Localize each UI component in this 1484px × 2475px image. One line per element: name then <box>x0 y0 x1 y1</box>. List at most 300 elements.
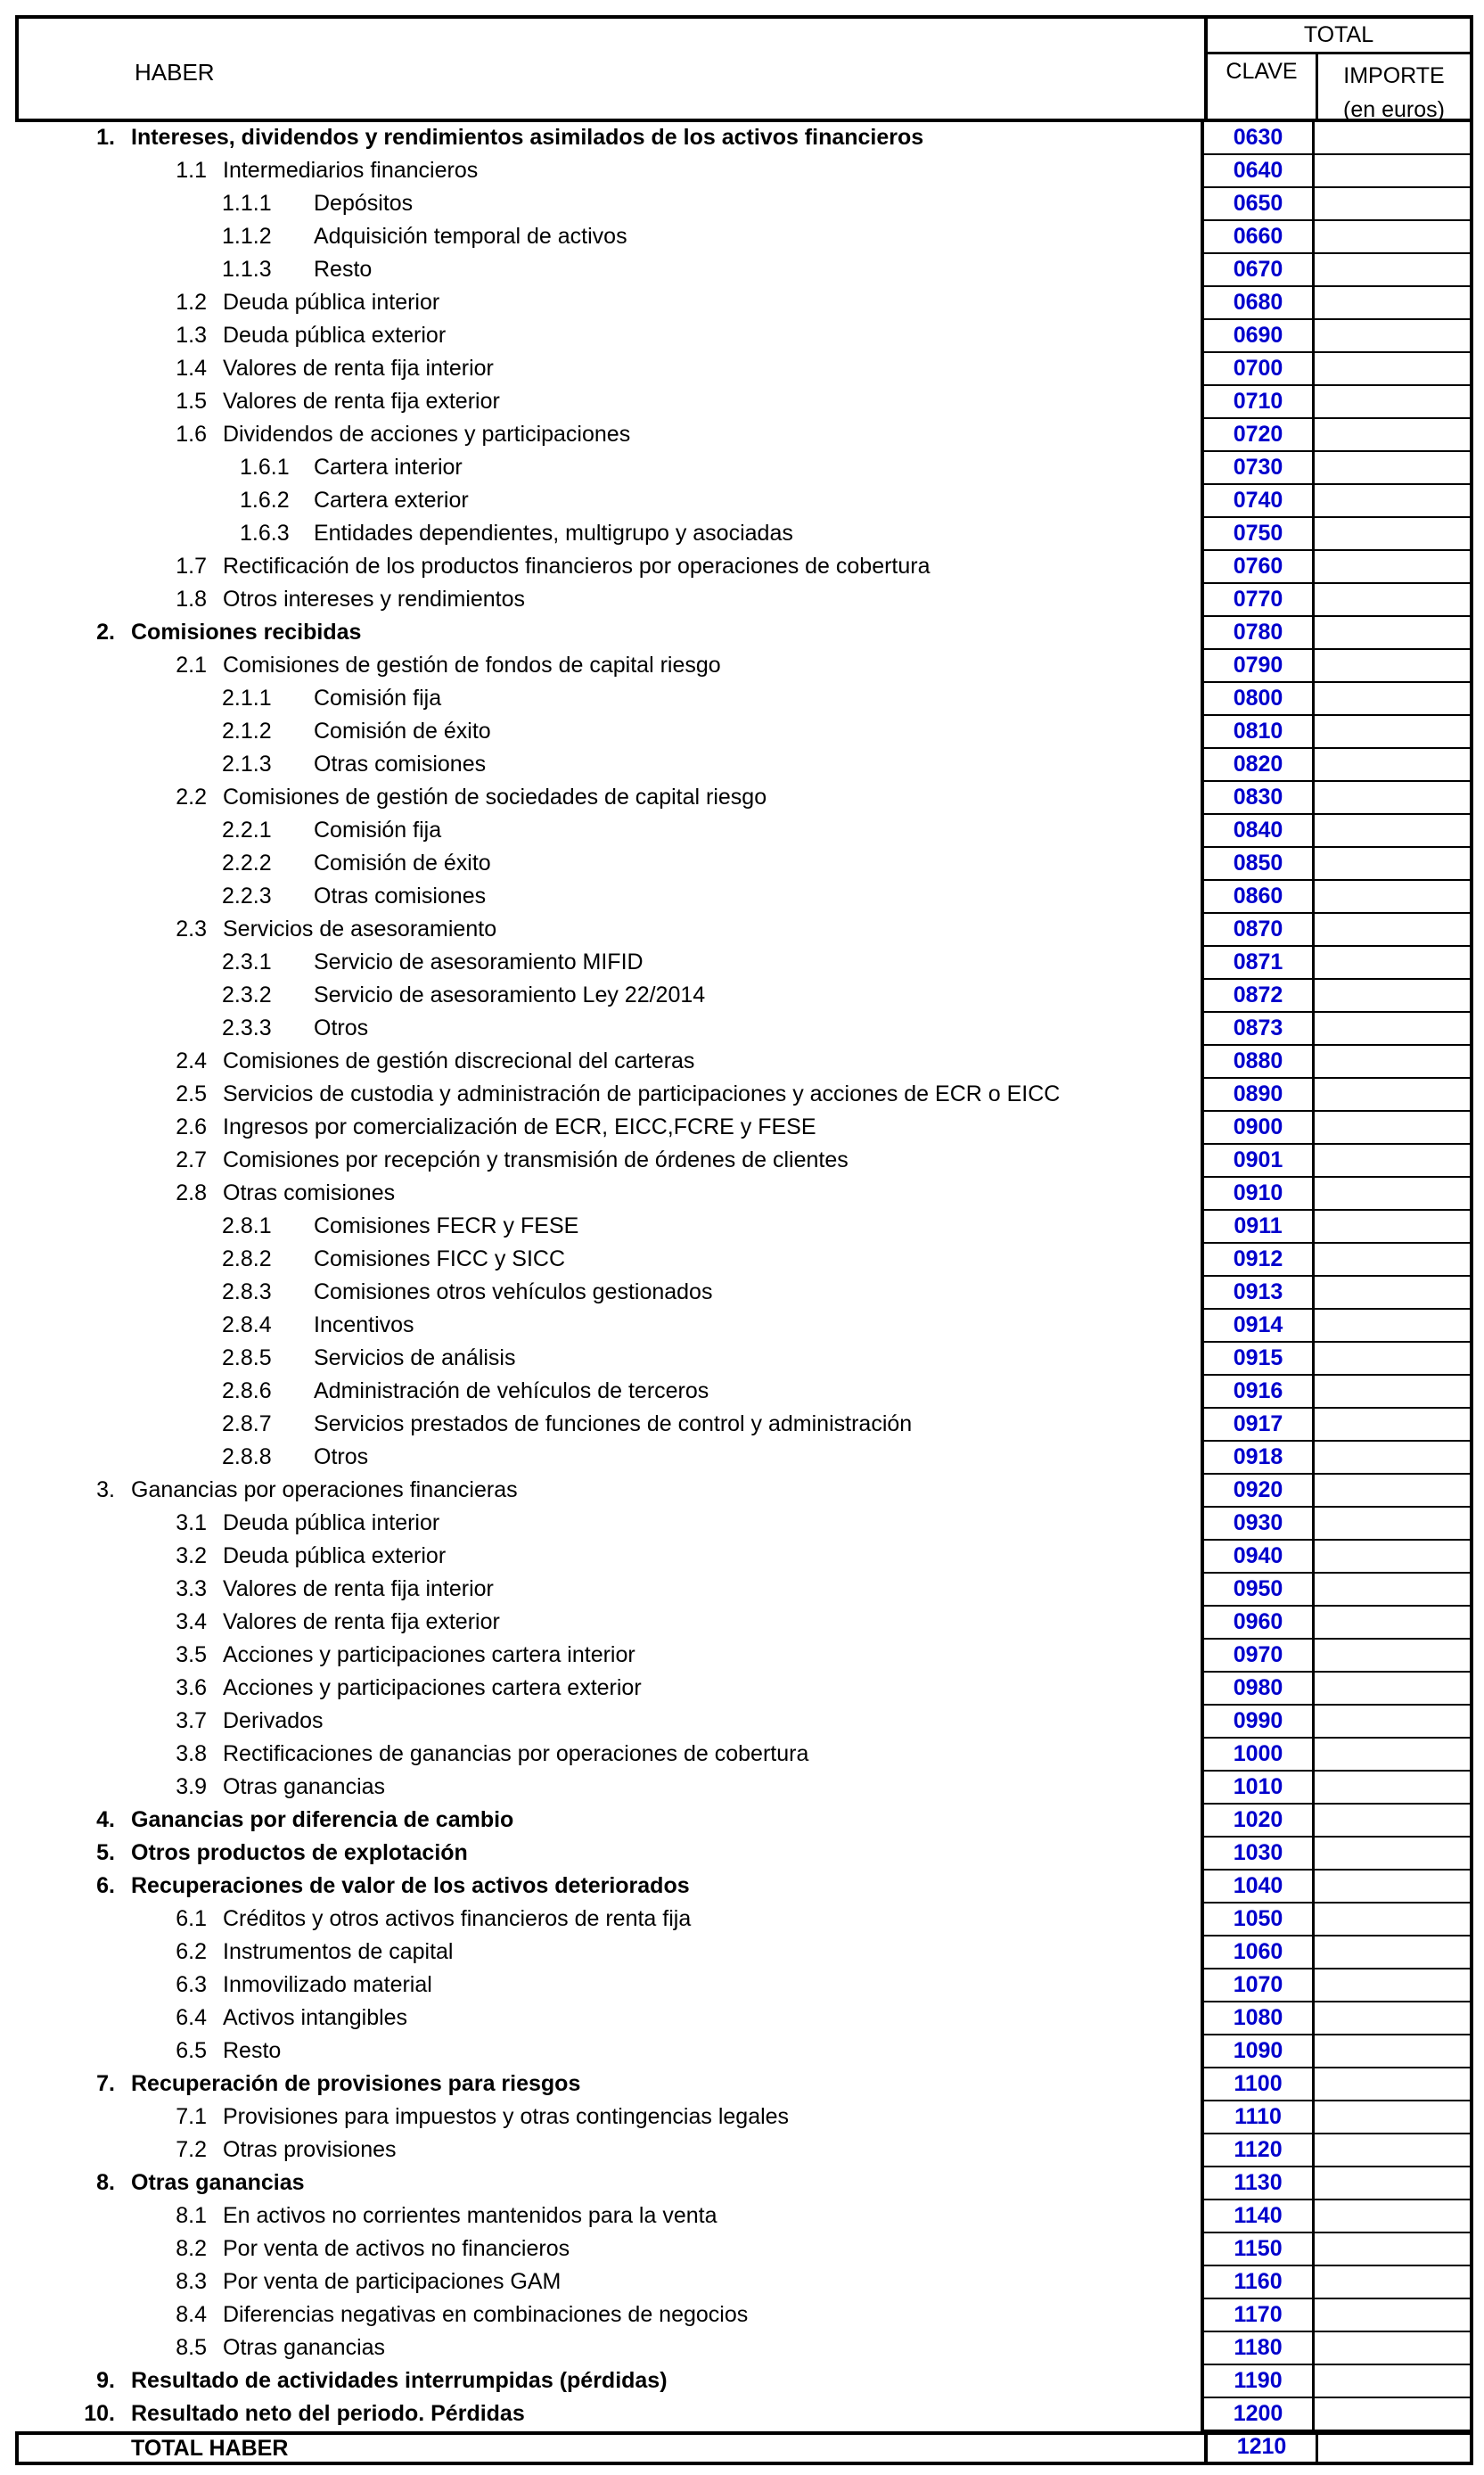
clave-code: 1090 <box>1201 2035 1312 2068</box>
clave-code: 0810 <box>1201 716 1312 749</box>
table-row <box>15 1673 1473 1706</box>
importe-input-cell[interactable] <box>1312 2167 1473 2200</box>
row-label: Incentivos <box>314 1312 414 1337</box>
row-label: Comisión de éxito <box>314 719 491 744</box>
clave-code: 0830 <box>1201 782 1312 815</box>
row-number: 2.1.1 <box>222 686 272 711</box>
importe-input-cell[interactable] <box>1312 2233 1473 2266</box>
importe-input-cell[interactable] <box>1312 2200 1473 2233</box>
clave-code: 0750 <box>1201 518 1312 551</box>
row-label: Intermediarios financieros <box>223 158 479 183</box>
importe-input-cell[interactable] <box>1312 1541 1473 1574</box>
table-row <box>15 2200 1473 2233</box>
importe-input-cell[interactable] <box>1312 584 1473 617</box>
table-row <box>15 2068 1473 2101</box>
total-label: TOTAL HABER <box>131 2436 289 2461</box>
importe-input-cell[interactable] <box>1312 320 1473 353</box>
header-haber-label: HABER <box>135 59 215 86</box>
table-row <box>15 2266 1473 2299</box>
row-number: 2.3.1 <box>222 950 272 974</box>
clave-code: 0915 <box>1201 1343 1312 1376</box>
row-number: 6.2 <box>176 1939 207 1964</box>
table-row <box>15 1376 1473 1409</box>
importe-input-cell[interactable] <box>1312 815 1473 848</box>
row-label: Resto <box>223 2038 282 2063</box>
table-row <box>15 2365 1473 2398</box>
row-label: Servicio de asesoramiento MIFID <box>314 950 644 974</box>
clave-code: 0630 <box>1201 122 1312 155</box>
clave-code: 0890 <box>1201 1079 1312 1112</box>
clave-code: 1200 <box>1201 2398 1312 2431</box>
importe-input-cell[interactable] <box>1312 2398 1473 2431</box>
importe-input-cell[interactable] <box>1312 551 1473 584</box>
row-label: Cartera interior <box>314 455 463 480</box>
importe-input-cell[interactable] <box>1312 716 1473 749</box>
table-row <box>15 617 1473 650</box>
row-label: Provisiones para impuestos y otras contingencias legales <box>223 2104 790 2129</box>
row-label: Otros <box>314 1015 369 1040</box>
importe-input-cell[interactable] <box>1312 881 1473 914</box>
importe-input-cell[interactable] <box>1312 650 1473 683</box>
importe-input-cell[interactable] <box>1312 1442 1473 1475</box>
importe-input-cell[interactable] <box>1312 980 1473 1013</box>
clave-code: 1180 <box>1201 2332 1312 2365</box>
row-number: 3.9 <box>176 1774 207 1799</box>
row-number: 1.4 <box>176 356 207 381</box>
clave-code: 1010 <box>1201 1772 1312 1805</box>
table-row <box>15 2035 1473 2068</box>
row-label: Ingresos por comercialización de ECR, EICC,FCRE y FESE <box>223 1114 816 1139</box>
importe-input-cell[interactable] <box>1312 749 1473 782</box>
table-row <box>15 551 1473 584</box>
row-number: 3.1 <box>176 1510 207 1535</box>
importe-input-cell[interactable] <box>1312 2299 1473 2332</box>
importe-input-cell[interactable] <box>1312 287 1473 320</box>
importe-input-cell[interactable] <box>1312 2101 1473 2134</box>
row-number: 2.2 <box>176 785 207 810</box>
clave-code: 0770 <box>1201 584 1312 617</box>
importe-input-cell[interactable] <box>1312 1046 1473 1079</box>
row-number: 2.8.7 <box>222 1411 272 1436</box>
table-row <box>15 188 1473 221</box>
table-row <box>15 1211 1473 1244</box>
row-number: 3. <box>96 1477 115 1502</box>
clave-code: 1000 <box>1201 1739 1312 1772</box>
row-number: 1.3 <box>176 323 207 348</box>
clave-code: 0690 <box>1201 320 1312 353</box>
importe-input-cell[interactable] <box>1312 1772 1473 1805</box>
table-row <box>15 2134 1473 2167</box>
importe-input-cell[interactable] <box>1312 1739 1473 1772</box>
clave-code: 0710 <box>1201 386 1312 419</box>
table-row <box>15 914 1473 947</box>
row-label: Otros <box>314 1444 369 1469</box>
table-row <box>15 1475 1473 1508</box>
clave-code: 1030 <box>1201 1838 1312 1871</box>
importe-input-cell[interactable] <box>1312 1244 1473 1277</box>
clave-code: 0660 <box>1201 221 1312 254</box>
row-label: Otras ganancias <box>223 2335 386 2360</box>
clave-code: 0650 <box>1201 188 1312 221</box>
clave-code: 0911 <box>1201 1211 1312 1244</box>
importe-input-cell[interactable] <box>1312 1112 1473 1145</box>
row-label: Por venta de participaciones GAM <box>223 2269 562 2294</box>
importe-input-cell[interactable] <box>1312 1079 1473 1112</box>
importe-input-cell[interactable] <box>1312 2068 1473 2101</box>
header-divider <box>1204 52 1470 54</box>
row-number: 2.8 <box>176 1180 207 1205</box>
importe-input-cell[interactable] <box>1312 188 1473 221</box>
row-label: Activos intangibles <box>223 2005 408 2030</box>
row-number: 2. <box>96 620 115 645</box>
row-label: Instrumentos de capital <box>223 1939 454 1964</box>
importe-input-cell[interactable] <box>1312 419 1473 452</box>
table-row <box>15 1409 1473 1442</box>
importe-input-cell[interactable] <box>1312 2002 1473 2035</box>
row-label: Deuda pública interior <box>223 1510 440 1535</box>
row-label: Resto <box>314 257 373 282</box>
clave-code: 0860 <box>1201 881 1312 914</box>
row-number: 10. <box>84 2401 115 2426</box>
row-number: 1.8 <box>176 587 207 612</box>
row-number: 2.8.1 <box>222 1213 272 1238</box>
row-number: 2.2.3 <box>222 884 272 909</box>
row-number: 2.8.5 <box>222 1345 272 1370</box>
importe-input-cell[interactable] <box>1312 1936 1473 1969</box>
row-number: 2.8.2 <box>222 1246 272 1271</box>
importe-input-cell[interactable] <box>1312 1574 1473 1607</box>
clave-code: 0820 <box>1201 749 1312 782</box>
table-row <box>15 1442 1473 1475</box>
header-total-label: TOTAL <box>1303 22 1374 47</box>
row-label: Comisión de éxito <box>314 851 491 876</box>
row-label: Depósitos <box>314 191 414 216</box>
importe-input-cell[interactable] <box>1312 1343 1473 1376</box>
importe-input-cell[interactable] <box>1312 1673 1473 1706</box>
row-label: Comisión fija <box>314 818 442 843</box>
table-row <box>15 782 1473 815</box>
importe-input-cell[interactable] <box>1312 221 1473 254</box>
importe-input-cell[interactable] <box>1312 1871 1473 1904</box>
importe-input-cell[interactable] <box>1312 1211 1473 1244</box>
importe-input-cell[interactable] <box>1312 1178 1473 1211</box>
row-label: Comisiones de gestión discrecional del carteras <box>223 1048 695 1073</box>
table-row <box>15 1936 1473 1969</box>
total-clave-code: 1210 <box>1204 2431 1316 2465</box>
table-row <box>15 287 1473 320</box>
table-row <box>15 1739 1473 1772</box>
clave-code: 0910 <box>1201 1178 1312 1211</box>
importe-label-line1: IMPORTE <box>1343 63 1445 88</box>
table-row <box>15 452 1473 485</box>
clave-code: 0840 <box>1201 815 1312 848</box>
row-number: 2.8.8 <box>222 1444 272 1469</box>
table-row <box>15 1871 1473 1904</box>
clave-code: 0920 <box>1201 1475 1312 1508</box>
table-row <box>15 2167 1473 2200</box>
clave-code: 0730 <box>1201 452 1312 485</box>
row-number: 6.5 <box>176 2038 207 2063</box>
row-label: Comisión fija <box>314 686 442 711</box>
row-label: Créditos y otros activos financieros de renta fija <box>223 1906 692 1931</box>
row-label: Servicio de asesoramiento Ley 22/2014 <box>314 983 706 1007</box>
table-row <box>15 1607 1473 1640</box>
importe-input-cell[interactable] <box>1312 2134 1473 2167</box>
table-body <box>15 122 1473 2465</box>
clave-code: 1100 <box>1201 2068 1312 2101</box>
clave-code: 1150 <box>1201 2233 1312 2266</box>
importe-input-cell[interactable] <box>1312 848 1473 881</box>
clave-code: 0873 <box>1201 1013 1312 1046</box>
row-label: Comisiones por recepción y transmisión de órdenes de clientes <box>223 1147 849 1172</box>
row-number: 1.7 <box>176 554 207 579</box>
clave-code: 0800 <box>1201 683 1312 716</box>
importe-input-cell[interactable] <box>1312 683 1473 716</box>
importe-input-cell[interactable] <box>1312 1838 1473 1871</box>
table-row <box>15 320 1473 353</box>
clave-code: 0950 <box>1201 1574 1312 1607</box>
table-row <box>15 749 1473 782</box>
table-row <box>15 947 1473 980</box>
row-label: Intereses, dividendos y rendimientos asimilados de los activos financieros <box>131 125 924 150</box>
row-number: 7.1 <box>176 2104 207 2129</box>
clave-code: 1080 <box>1201 2002 1312 2035</box>
row-label: Comisiones de gestión de fondos de capital riesgo <box>223 653 721 678</box>
row-label: Deuda pública exterior <box>223 323 447 348</box>
table-header <box>15 15 1473 122</box>
clave-code: 0720 <box>1201 419 1312 452</box>
importe-input-cell[interactable] <box>1312 1376 1473 1409</box>
clave-code: 0700 <box>1201 353 1312 386</box>
importe-input-cell[interactable] <box>1312 782 1473 815</box>
table-row <box>15 1046 1473 1079</box>
table-row <box>15 2233 1473 2266</box>
row-label: En activos no corrientes mantenidos para la venta <box>223 2203 717 2228</box>
row-number: 1.2 <box>176 290 207 315</box>
row-label: Valores de renta fija exterior <box>223 1609 500 1634</box>
row-label: Rectificación de los productos financieros por operaciones de cobertura <box>223 554 931 579</box>
importe-input-cell[interactable] <box>1312 1277 1473 1310</box>
clave-code: 0930 <box>1201 1508 1312 1541</box>
row-label: Comisiones recibidas <box>131 620 362 645</box>
row-label: Valores de renta fija interior <box>223 356 494 381</box>
row-number: 2.2.1 <box>222 818 272 843</box>
clave-code: 1190 <box>1201 2365 1312 2398</box>
table-row <box>15 386 1473 419</box>
row-label: Cartera exterior <box>314 488 469 513</box>
importe-input-cell[interactable] <box>1312 452 1473 485</box>
importe-input-cell[interactable] <box>1312 1475 1473 1508</box>
row-label: Comisiones FECR y FESE <box>314 1213 579 1238</box>
row-number: 6. <box>96 1873 115 1898</box>
row-label: Diferencias negativas en combinaciones de negocios <box>223 2302 749 2327</box>
row-number: 1.1 <box>176 158 207 183</box>
row-number: 1.1.2 <box>222 224 272 249</box>
table-row <box>15 518 1473 551</box>
clave-code: 0870 <box>1201 914 1312 947</box>
importe-input-cell[interactable] <box>1312 254 1473 287</box>
table-row <box>15 2002 1473 2035</box>
importe-input-cell[interactable] <box>1312 1310 1473 1343</box>
table-row <box>15 1277 1473 1310</box>
row-number: 2.3.3 <box>222 1015 272 1040</box>
total-row <box>15 2431 1473 2465</box>
clave-code: 0940 <box>1201 1541 1312 1574</box>
table-row <box>15 1244 1473 1277</box>
clave-code: 1110 <box>1201 2101 1312 2134</box>
table-row <box>15 1112 1473 1145</box>
clave-code: 0850 <box>1201 848 1312 881</box>
importe-input-cell[interactable] <box>1312 353 1473 386</box>
importe-input-cell[interactable] <box>1312 122 1473 155</box>
haber-form <box>15 15 1473 2465</box>
importe-input-cell[interactable] <box>1312 1805 1473 1838</box>
table-row <box>15 1178 1473 1211</box>
table-row <box>15 2398 1473 2431</box>
row-label: Recuperación de provisiones para riesgos <box>131 2071 581 2096</box>
row-label: Acciones y participaciones cartera exterior <box>223 1675 642 1700</box>
importe-input-cell[interactable] <box>1312 1409 1473 1442</box>
clave-code: 1170 <box>1201 2299 1312 2332</box>
clave-code: 1020 <box>1201 1805 1312 1838</box>
row-number: 7. <box>96 2071 115 2096</box>
table-row <box>15 1838 1473 1871</box>
row-label: Por venta de activos no financieros <box>223 2236 570 2261</box>
importe-input-cell[interactable] <box>1312 1607 1473 1640</box>
clave-code: 1140 <box>1201 2200 1312 2233</box>
row-label: Servicios prestados de funciones de control y administración <box>314 1411 913 1436</box>
importe-input-cell[interactable] <box>1312 1145 1473 1178</box>
row-number: 2.6 <box>176 1114 207 1139</box>
row-label: Deuda pública exterior <box>223 1543 447 1568</box>
row-number: 5. <box>96 1840 115 1865</box>
importe-label-line2: (en euros) <box>1343 97 1445 122</box>
clave-code: 0680 <box>1201 287 1312 320</box>
row-label: Servicios de asesoramiento <box>223 917 497 941</box>
clave-code: 0901 <box>1201 1145 1312 1178</box>
header-importe-label <box>1318 59 1470 127</box>
clave-code: 0914 <box>1201 1310 1312 1343</box>
importe-input-cell[interactable] <box>1312 1508 1473 1541</box>
row-number: 3.5 <box>176 1642 207 1667</box>
clave-code: 0790 <box>1201 650 1312 683</box>
row-label: Otros productos de explotación <box>131 1840 468 1865</box>
table-row <box>15 1969 1473 2002</box>
importe-input-cell[interactable] <box>1312 2365 1473 2398</box>
row-label: Otras provisiones <box>223 2137 397 2162</box>
row-number: 1.6 <box>176 422 207 447</box>
importe-input-cell[interactable] <box>1312 2332 1473 2365</box>
clave-code: 0670 <box>1201 254 1312 287</box>
row-label: Servicios de custodia y administración de participaciones y acciones de ECR o EICC <box>223 1081 1061 1106</box>
row-number: 8.4 <box>176 2302 207 2327</box>
row-label: Otras comisiones <box>223 1180 396 1205</box>
row-label: Derivados <box>223 1708 324 1733</box>
importe-input-cell[interactable] <box>1312 2035 1473 2068</box>
row-number: 2.7 <box>176 1147 207 1172</box>
table-row <box>15 815 1473 848</box>
clave-code: 0640 <box>1201 155 1312 188</box>
table-row <box>15 155 1473 188</box>
importe-input-cell[interactable] <box>1312 1706 1473 1739</box>
importe-input-cell[interactable] <box>1312 386 1473 419</box>
table-row <box>15 1508 1473 1541</box>
row-number: 1.6.2 <box>240 488 290 513</box>
row-number: 3.3 <box>176 1576 207 1601</box>
row-label: Otras ganancias <box>223 1774 386 1799</box>
row-number: 8. <box>96 2170 115 2195</box>
importe-input-cell[interactable] <box>1312 2266 1473 2299</box>
row-label: Valores de renta fija exterior <box>223 389 500 414</box>
row-number: 2.4 <box>176 1048 207 1073</box>
clave-code: 1040 <box>1201 1871 1312 1904</box>
clave-code: 1050 <box>1201 1904 1312 1936</box>
clave-code: 1120 <box>1201 2134 1312 2167</box>
importe-input-cell[interactable] <box>1312 485 1473 518</box>
clave-code: 1130 <box>1201 2167 1312 2200</box>
table-row <box>15 683 1473 716</box>
row-number: 1. <box>96 125 115 150</box>
row-label: Dividendos de acciones y participaciones <box>223 422 631 447</box>
row-label: Entidades dependientes, multigrupo y asociadas <box>314 521 793 546</box>
clave-code: 0780 <box>1201 617 1312 650</box>
header-clave-label: CLAVE <box>1226 59 1298 84</box>
importe-input-cell[interactable] <box>1312 1640 1473 1673</box>
row-number: 6.3 <box>176 1972 207 1997</box>
row-number: 2.5 <box>176 1081 207 1106</box>
row-number: 2.1.3 <box>222 752 272 777</box>
table-row <box>15 485 1473 518</box>
row-number: 6.4 <box>176 2005 207 2030</box>
row-label: Comisiones otros vehículos gestionados <box>314 1279 713 1304</box>
row-number: 2.2.2 <box>222 851 272 876</box>
table-row <box>15 1541 1473 1574</box>
importe-input-cell[interactable] <box>1312 947 1473 980</box>
row-label: Comisiones de gestión de sociedades de capital riesgo <box>223 785 767 810</box>
clave-code: 0980 <box>1201 1673 1312 1706</box>
row-label: Administración de vehículos de terceros <box>314 1378 709 1403</box>
table-row <box>15 254 1473 287</box>
table-row <box>15 1640 1473 1673</box>
table-row <box>15 2101 1473 2134</box>
importe-input-cell[interactable] <box>1312 155 1473 188</box>
table-row <box>15 1805 1473 1838</box>
clave-code: 0912 <box>1201 1244 1312 1277</box>
row-label: Valores de renta fija interior <box>223 1576 494 1601</box>
row-label: Servicios de análisis <box>314 1345 516 1370</box>
row-label: Inmovilizado material <box>223 1972 432 1997</box>
table-row <box>15 1013 1473 1046</box>
clave-code: 0990 <box>1201 1706 1312 1739</box>
row-number: 8.1 <box>176 2203 207 2228</box>
table-row <box>15 584 1473 617</box>
row-label: Ganancias por diferencia de cambio <box>131 1807 514 1832</box>
importe-input-cell[interactable] <box>1312 617 1473 650</box>
importe-input-cell[interactable] <box>1312 1904 1473 1936</box>
clave-code: 0871 <box>1201 947 1312 980</box>
importe-input-cell[interactable] <box>1312 914 1473 947</box>
clave-code: 0900 <box>1201 1112 1312 1145</box>
row-number: 4. <box>96 1807 115 1832</box>
row-number: 3.2 <box>176 1543 207 1568</box>
table-row <box>15 1904 1473 1936</box>
table-row <box>15 122 1473 155</box>
importe-input-cell[interactable] <box>1312 1013 1473 1046</box>
row-number: 3.8 <box>176 1741 207 1766</box>
importe-input-cell[interactable] <box>1312 518 1473 551</box>
importe-input-cell[interactable] <box>1312 1969 1473 2002</box>
total-importe-input-cell[interactable] <box>1316 2431 1473 2465</box>
